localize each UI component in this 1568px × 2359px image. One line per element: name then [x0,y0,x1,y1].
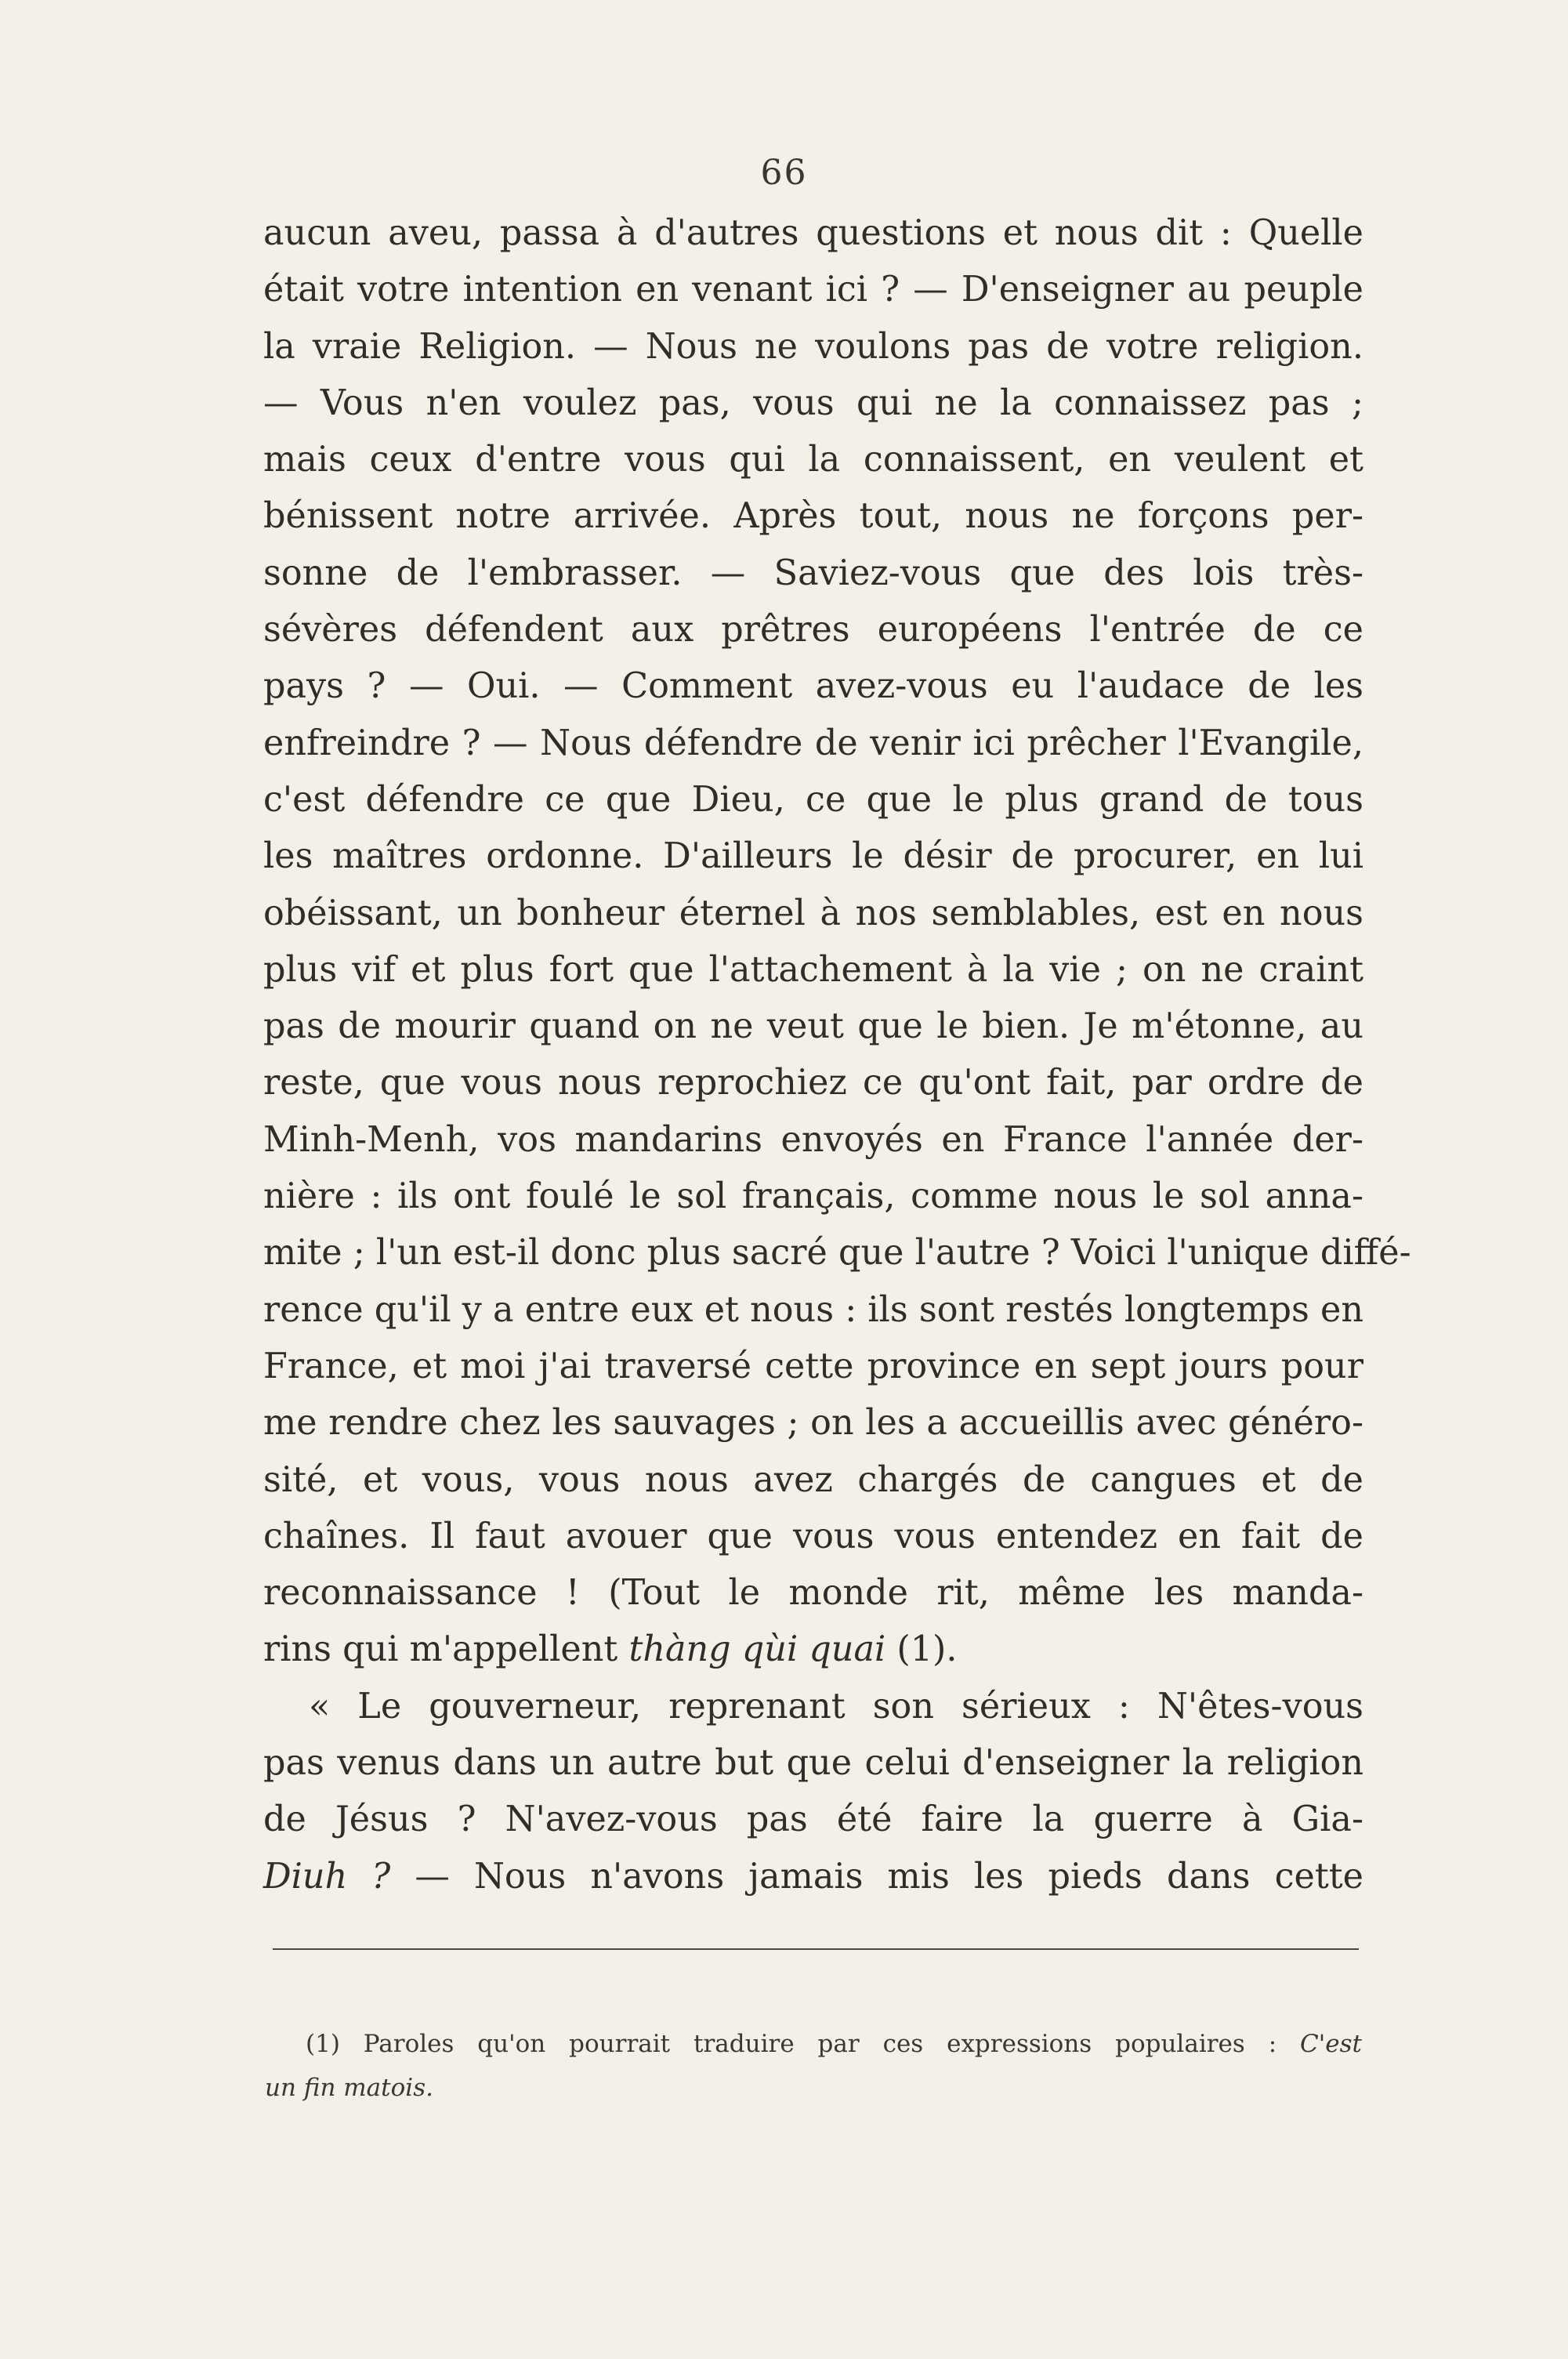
text-line: nière : ils ont foulé le sol français, comme nous le sol anna- [263,1176,1363,1217]
text-line: sévères défendent aux prêtres européens l'entrée de ce [263,610,1363,650]
text-line: mais ceux d'entre vous qui la connaissent, en veulent et [263,440,1363,480]
text-line [263,1849,1363,1905]
footnote-divider [273,1948,1359,1950]
footnote-italic: C'est [1300,2030,1362,2058]
text-line: me rendre chez les sauvages ; on les a accueillis avec généro- [263,1403,1363,1444]
text-line: — Vous n'en voulez pas, vous qui ne la connaissez pas ; [263,382,1363,423]
text-fragment: — Nous n'avons jamais mis les pieds dans cette [390,1856,1363,1897]
italic-phrase: Diuh ? [263,1856,391,1897]
text-line: aucun aveu, passa à d'autres questions et nous dit : Quelle [263,213,1363,253]
text-line: France, et moi j'ai traversé cette province en sept jours pour [263,1346,1363,1386]
text-line: était votre intention en venant ici ? — D'enseigner au peuple [263,270,1363,310]
italic-phrase: thàng qùi quai [628,1629,886,1670]
text-line: plus vif et plus fort que l'attachement à la vie ; on ne craint [263,949,1363,990]
text-line: pas venus dans un autre but que celui d'enseigner la religion [263,1743,1363,1784]
text-line: de Jésus ? N'avez-vous pas été faire la guerre à Gia- [263,1799,1363,1840]
footnote-line [306,2022,1362,2066]
footnote-ref: (1). [885,1629,958,1670]
page-number: 66 [760,153,808,193]
text-line: les maîtres ordonne. D'ailleurs le désir de procurer, en lui [263,836,1363,877]
text-line: pas de mourir quand on ne veut que le bien. Je m'étonne, au [263,1006,1363,1047]
text-line: la vraie Religion. — Nous ne voulons pas de votre religion. [263,326,1363,367]
body-text [263,205,1411,1905]
text-line: obéissant, un bonheur éternel à nos semblables, est en nous [263,893,1363,933]
text-line: sonne de l'embrasser. — Saviez-vous que des lois très- [263,553,1363,593]
text-line: c'est défendre ce que Dieu, ce que le plus grand de tous [263,779,1363,820]
text-line: bénissent notre arrivée. Après tout, nous ne forçons per- [263,496,1363,537]
footnote-line [265,2066,1362,2110]
text-line: reste, que vous nous reprochiez ce qu'ont fait, par ordre de [263,1063,1363,1103]
text-line: reconnaissance ! (Tout le monde rit, même les manda- [263,1573,1363,1614]
text-line: mite ; l'un est-il donc plus sacré que l'autre ? Voici l'unique diffé- [263,1233,1411,1274]
text-line: Minh-Menh, vos mandarins envoyés en France l'année der- [263,1119,1363,1160]
text-line: pays ? — Oui. — Comment avez-vous eu l'audace de les [263,666,1363,707]
text-fragment: rins qui m'appellent [263,1629,629,1670]
text-line [263,1622,1363,1678]
footnote [265,2022,1362,2110]
footnote-italic: un fin matois. [265,2074,433,2102]
footnote-text: (1) Paroles qu'on pourrait traduire par ces expressions populaires : [306,2030,1301,2058]
text-line: sité, et vous, vous nous avez chargés de cangues et de [263,1459,1363,1500]
text-line: rence qu'il y a entre eux et nous : ils sont restés longtemps en [263,1289,1363,1330]
text-line: chaînes. Il faut avouer que vous vous entendez en fait de [263,1516,1363,1556]
text-line: enfreindre ? — Nous défendre de venir ici prêcher l'Evangile, [263,723,1363,763]
text-line: « Le gouverneur, reprenant son sérieux : N'êtes-vous [309,1686,1363,1727]
